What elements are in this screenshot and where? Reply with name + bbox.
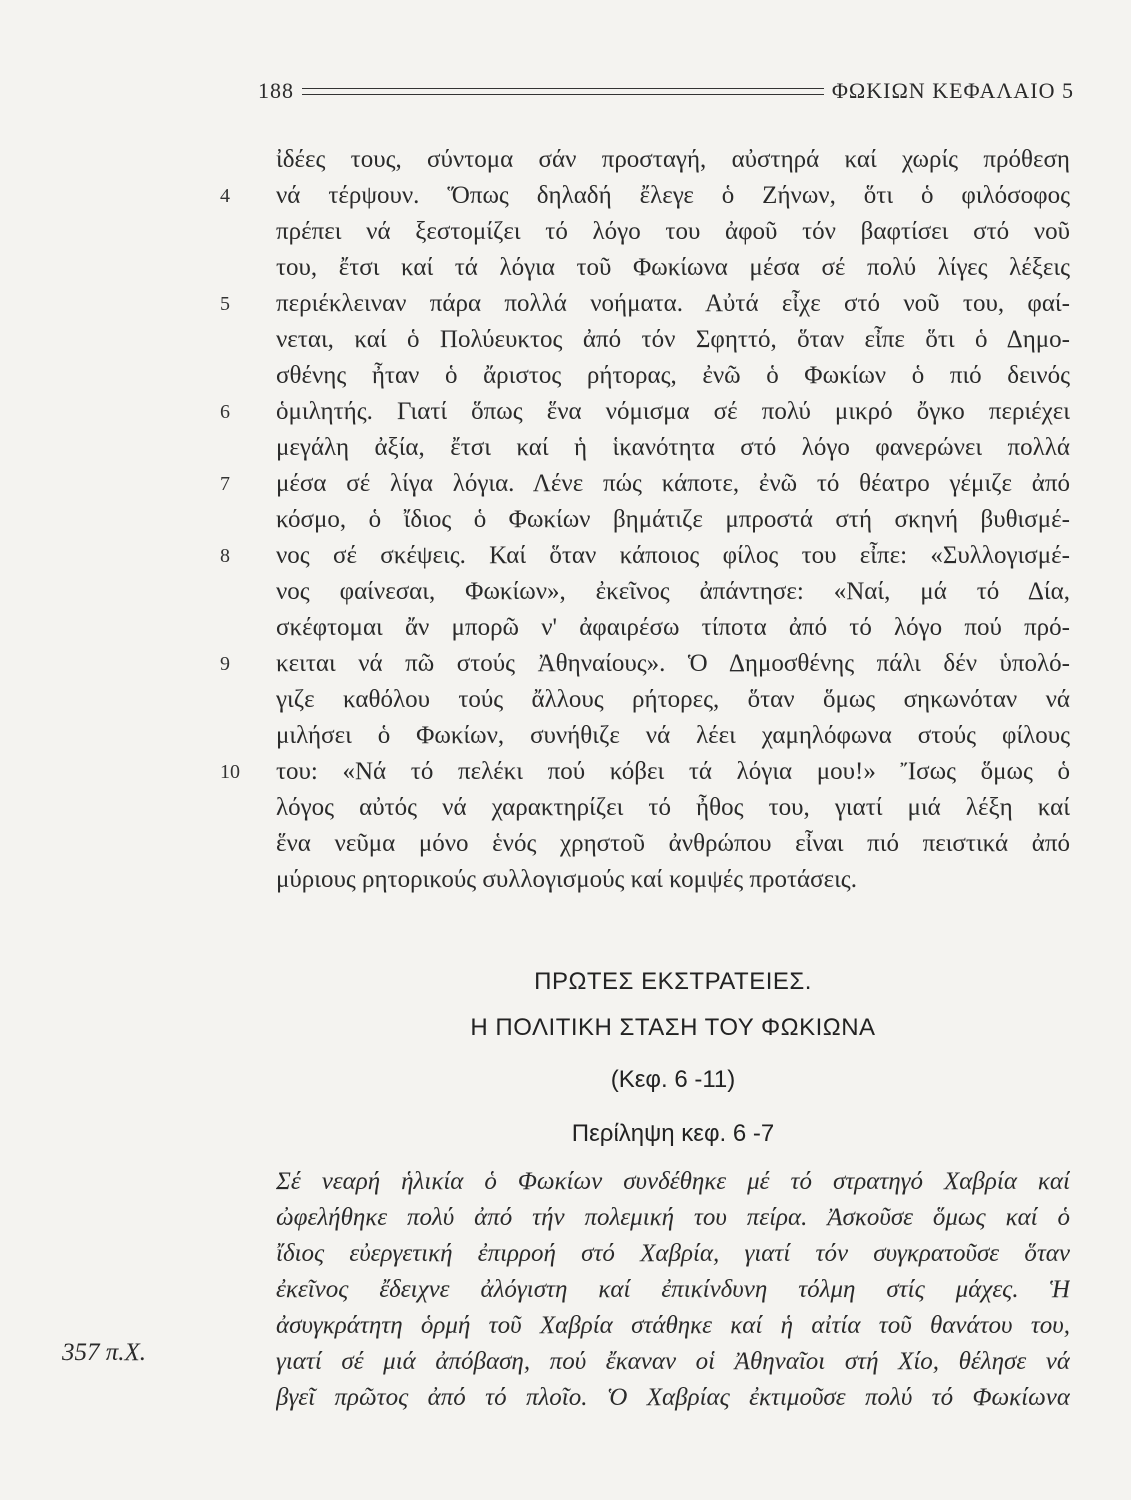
page-number: 188 (258, 78, 294, 103)
summary-line: ἐκεῖνος ἔδειχνε ἀλόγιστη καί ἐπικίνδυνη τόλμη στίς μάχες. Ἡ (276, 1276, 1070, 1303)
text-line: κόσμο, ὁ ἴδιος ὁ Φωκίων βημάτιζε μπροστά στή σκηνή βυθισμέ- (276, 506, 1070, 533)
summary-line: γιατί σέ μιά ἀπόβαση, πού ἔκαναν οἱ Ἀθηναῖοι στή Χίο, θέλησε νά (276, 1348, 1070, 1375)
line-number: 6 (220, 401, 230, 423)
line-number: 7 (220, 473, 230, 495)
summary-line: Σέ νεαρή ἡλικία ὁ Φωκίων συνδέθηκε μέ τό στρατηγό Χαβρία καί (276, 1168, 1070, 1195)
text-line: σκέφτομαι ἄν μπορῶ ν' ἀφαιρέσω τίποτα ἀπό τό λόγο πού πρό- (276, 614, 1070, 641)
text-line: μύριους ρητορικούς συλλογισμούς καί κομψές προτάσεις. (276, 866, 857, 893)
text-line: του, ἔτσι καί τά λόγια τοῦ Φωκίωνα μέσα σέ πολύ λίγες λέξεις (276, 254, 1070, 281)
text-line: κειται νά πῶ στούς Ἀθηναίους». Ὁ Δημοσθένης πάλι δέν ὑπολό- (276, 650, 1070, 677)
text-line: ἕνα νεῦμα μόνο ἑνός χρηστοῦ ἀνθρώπου εἶναι πιό πειστικά ἀπό (276, 830, 1070, 857)
text-line: μέσα σέ λίγα λόγια. Λένε πώς κάποτε, ἐνῶ τό θέατρο γέμιζε ἀπό (276, 470, 1070, 497)
text-line: νεται, καί ὁ Πολύευκτος ἀπό τόν Σφηττό, ὅταν εἶπε ὅτι ὁ Δημο- (276, 326, 1070, 353)
text-line: πρέπει νά ξεστομίζει τό λόγο του ἀφοῦ τόν βαφτίσει στό νοῦ (276, 218, 1070, 245)
text-line: του: «Νά τό πελέκι πού κόβει τά λόγια μου!» Ἴσως ὅμως ὁ (276, 758, 1070, 785)
text-line: ὁμιλητής. Γιατί ὅπως ἕνα νόμισμα σέ πολύ μικρό ὄγκο περιέχει (276, 398, 1070, 425)
summary-line: ἴδιος εὐεργετική ἐπιρροή στό Χαβρία, γιατί τόν συγκρατοῦσε ὅταν (276, 1240, 1070, 1267)
summary-line: βγεῖ πρῶτος ἀπό τό πλοῖο. Ὁ Χαβρίας ἐκτιμοῦσε πολύ τό Φωκίωνα (276, 1384, 1070, 1411)
text-line: περιέκλειναν πάρα πολλά νοήματα. Αὐτά εἶχε στό νοῦ του, φαί- (276, 290, 1070, 317)
running-head (258, 76, 1074, 106)
line-number: 8 (220, 545, 230, 567)
running-title: ΦΩΚΙΩΝ ΚΕΦΑΛΑΙΟ 5 (831, 78, 1074, 103)
text-line: νά τέρψουν. Ὅπως δηλαδή ἔλεγε ὁ Ζήνων, ὅτι ὁ φιλόσοφος (276, 182, 1070, 209)
text-line: λόγος αὐτός νά χαρακτηρίζει τό ἦθος του, γιατί μιά λέξη καί (276, 794, 1070, 821)
line-number: 10 (220, 761, 240, 783)
text-line: γιζε καθόλου τούς ἄλλους ρήτορες, ὅταν ὅμως σηκωνόταν νά (276, 686, 1070, 713)
summary-line: ἀσυγκράτητη ὁρμή τοῦ Χαβρία στάθηκε καί ἡ αἰτία τοῦ θανάτου του, (276, 1312, 1070, 1339)
section-title-line2: Η ΠΟΛΙΤΙΚΗ ΣΤΑΣΗ ΤΟΥ ΦΩΚΙΩΝΑ (470, 1014, 876, 1041)
text-line: σθένης ἦταν ὁ ἄριστος ρήτορας, ἐνῶ ὁ Φωκίων ὁ πιό δεινός (276, 362, 1070, 389)
line-number: 5 (220, 293, 230, 315)
line-number: 4 (220, 185, 230, 207)
summary-line: ὠφελήθηκε πολύ ἀπό τήν πολεμική του πείρα. Ἀσκοῦσε ὅμως καί ὁ (276, 1204, 1070, 1231)
line-number: 9 (220, 653, 230, 675)
section-title-line1: ΠΡΩΤΕΣ ΕΚΣΤΡΑΤΕΙΕΣ. (534, 968, 812, 995)
text-line: μιλήσει ὁ Φωκίων, συνήθιζε νά λέει χαμηλόφωνα στούς φίλους (276, 722, 1070, 749)
margin-date-note: 357 π.Χ. (62, 1339, 147, 1366)
text-line: νος φαίνεσαι, Φωκίων», ἐκεῖνος ἀπάντησε: «Ναί, μά τό Δία, (276, 578, 1070, 605)
header-double-rule (302, 88, 824, 95)
text-line: μεγάλη ἀξία, ἔτσι καί ἡ ἱκανότητα στό λόγο φανερώνει πολλά (276, 434, 1070, 461)
text-line: νος σέ σκέψεις. Καί ὅταν κάποιος φίλος του εἶπε: «Συλλογισμέ- (276, 542, 1070, 569)
summary-title: Περίληψη κεφ. 6 -7 (571, 1120, 775, 1147)
text-line: ἰδέες τους, σύντομα σάν προσταγή, αὐστηρά καί χωρίς πρόθεση (276, 146, 1070, 173)
chapter-range: (Κεφ. 6 -11) (610, 1066, 736, 1093)
